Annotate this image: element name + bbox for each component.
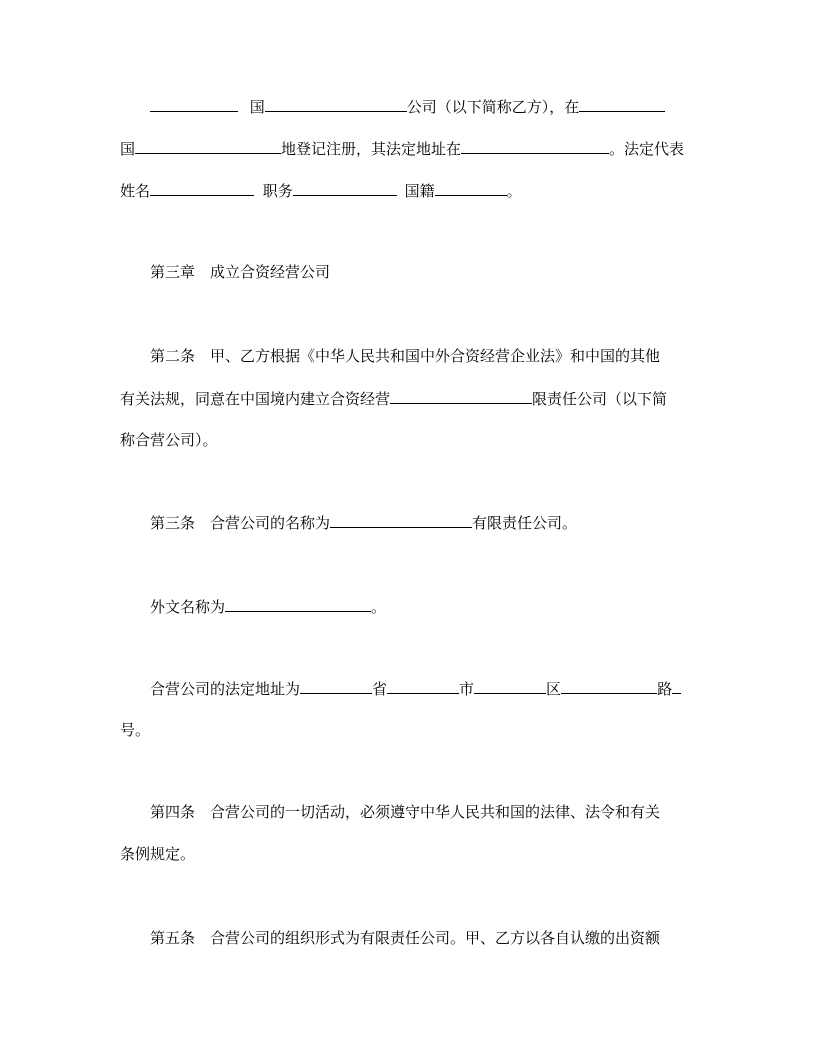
blank-city: [387, 678, 459, 694]
foreign-name-line: [150, 596, 386, 616]
chapter-3-heading: [150, 262, 330, 282]
blank-nationality: [435, 180, 507, 196]
article-2-line-2-suffix: 限责任公司（以下简: [532, 390, 668, 408]
article-4-line-1: [150, 802, 660, 822]
article-3-prefix: 第三条 合营公司的名称为: [150, 514, 331, 532]
article-3-line: [150, 512, 577, 532]
city-label: 市: [459, 680, 475, 698]
province-label: 省: [372, 680, 388, 698]
party-b-line2-prefix: 国: [120, 140, 136, 158]
party-b-period: 。: [506, 182, 522, 200]
article-2-line-3-text: 称合营公司）。: [120, 431, 218, 449]
article-3-suffix: 有限责任公司。: [472, 514, 578, 532]
number-label: 号。: [120, 721, 151, 739]
article-5-line-1-text: 第五条 合营公司的组织形式为有限责任公司。甲、乙方以各自认缴的出资额: [150, 929, 661, 947]
position-label: 职务: [262, 182, 293, 200]
address-line-2: [120, 720, 150, 740]
blank-registration-country: [579, 96, 665, 112]
blank-district: [474, 678, 546, 694]
blank-number: [672, 678, 681, 694]
party-b-line2-mid: 地登记注册，其法定地址在: [281, 140, 462, 158]
blank-foreign-name: [225, 596, 371, 612]
address-prefix: 合营公司的法定地址为: [150, 680, 301, 698]
party-b-country-suffix: 国: [249, 98, 265, 116]
blank-company-registered-name: [330, 512, 472, 528]
blank-representative-name: [150, 180, 254, 196]
article-2-line-2: [120, 388, 667, 408]
blank-joint-venture-name: [390, 388, 532, 404]
blank-legal-address: [461, 138, 609, 154]
name-label: 姓名: [120, 182, 151, 200]
nationality-label: 国籍: [404, 182, 435, 200]
party-b-line-1: [150, 96, 665, 116]
article-2-line-3: [120, 430, 218, 450]
article-5-line-1: [150, 928, 660, 948]
blank-province: [300, 678, 372, 694]
chapter-3-heading-text: 第三章 成立合资经营公司: [150, 263, 331, 281]
article-4-line-1-text: 第四条 合营公司的一切活动，必须遵守中华人民共和国的法律、法令和有关: [150, 803, 661, 821]
blank-registration-place: [135, 138, 281, 154]
foreign-name-prefix: 外文名称为: [150, 598, 226, 616]
district-label: 区: [546, 680, 562, 698]
article-2-line-1: [150, 346, 660, 366]
blank-company-name: [265, 96, 407, 112]
party-b-line-3: [120, 180, 522, 200]
article-2-line-2-prefix: 有关法规，同意在中国境内建立合资经营: [120, 390, 391, 408]
blank-position: [293, 180, 397, 196]
article-4-line-2: [120, 844, 195, 864]
article-2-line-1-text: 第二条 甲、乙方根据《中华人民共和国中外合资经营企业法》和中国的其他: [150, 347, 661, 365]
foreign-name-suffix: 。: [371, 598, 387, 616]
address-line-1: [150, 678, 681, 698]
party-b-line-2: [120, 138, 684, 158]
party-b-company-suffix: 公司（以下简称乙方），在: [406, 98, 580, 116]
blank-country: [150, 96, 238, 112]
article-4-line-2-text: 条例规定。: [120, 845, 196, 863]
party-b-line2-end: 。法定代表: [609, 140, 685, 158]
road-label: 路: [657, 680, 673, 698]
blank-road: [561, 678, 657, 694]
